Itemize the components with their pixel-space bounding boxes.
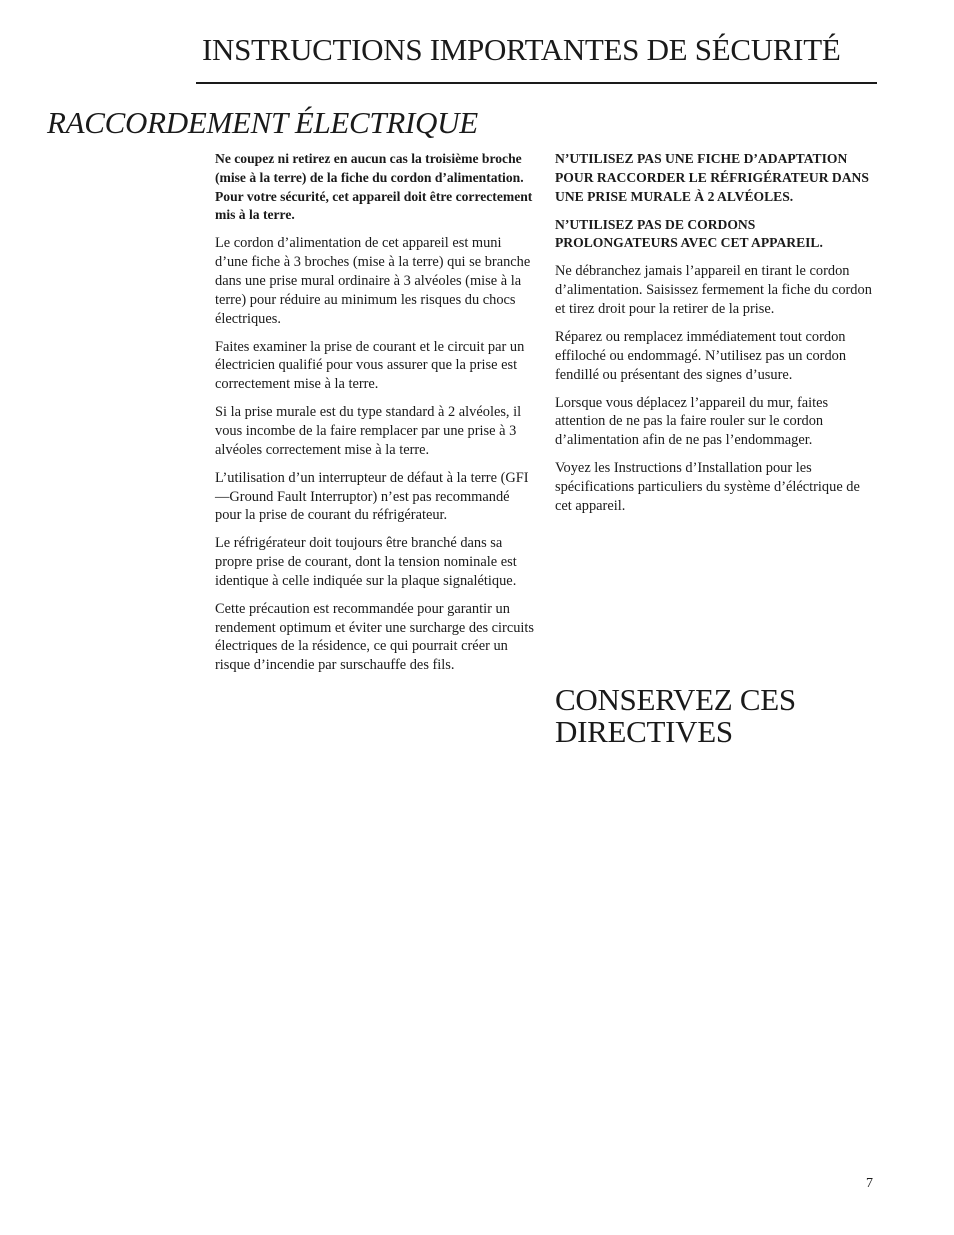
warning-paragraph-adapter: N’UTILISEZ PAS UNE FICHE D’ADAPTATION POUR RACCORDER LE RÉFRIGÉRATEUR DANS UNE PRISE MURALE À 2 ALVÉOLES. — [555, 151, 869, 204]
page-number: 7 — [866, 1176, 873, 1191]
section-title: RACCORDEMENT ÉLECTRIQUE — [47, 105, 478, 140]
header-divider — [196, 82, 877, 84]
warning-paragraph-extension-cords: N’UTILISEZ PAS DE CORDONS PROLONGATEURS AVEC CET APPAREIL. — [555, 216, 823, 251]
right-column — [555, 150, 880, 525]
paragraph-electrician-check: Faites examiner la prise de courant et le circuit par un électricien qualifié pour vous assurer que la prise est correctement mise à la terre. — [215, 338, 525, 393]
save-instructions-heading — [555, 684, 875, 748]
paragraph-installation-instructions: Voyez les Instructions d’Installation pour les spécifications particuliers du système d’éléctrique de cet appareil. — [555, 460, 860, 514]
paragraph-dedicated-outlet: Le réfrigérateur doit toujours être branché dans sa propre prise de courant, dont la tension nominale est identique à celle indiquée sur la plaque signalétique. — [215, 535, 517, 589]
save-instructions-line-1: CONSERVEZ CES — [555, 682, 796, 717]
page-header-title: INSTRUCTIONS IMPORTANTES DE SÉCURITÉ — [202, 32, 841, 67]
paragraph-gfi: L’utilisation d’un interrupteur de défaut à la terre (GFI—Ground Fault Interruptor) n’est pas recommandé pour la prise de courant du réfrigérateur. — [215, 469, 529, 524]
save-instructions-line-2: DIRECTIVES — [555, 714, 733, 749]
paragraph-power-cord: Le cordon d’alimentation de cet appareil est muni d’une fiche à 3 broches (mise à la terre) qui se branche dans une prise mural ordinaire à 3 alvéoles (mise à la terre) pour réduire au minimum les risques du chocs électriques. — [215, 235, 531, 327]
left-column — [215, 150, 537, 684]
paragraph-two-slot-outlet: Si la prise murale est du type standard à 2 alvéoles, il vous incombe de la faire remplacer par une prise à 3 alvéoles correctement mise à la terre. — [215, 404, 522, 458]
warning-paragraph-ground-prong: Ne coupez ni retirez en aucun cas la troisième broche (mise à la terre) de la fiche du cordon d’alimentation. Pour votre sécurité, cet appareil doit être correctement mis à la terre. — [215, 151, 533, 223]
paragraph-unplugging: Ne débranchez jamais l’appareil en tirant le cordon d’alimentation. Saisissez fermement la fiche du cordon et tirez droit pour la retirer de la prise. — [555, 263, 872, 317]
paragraph-precaution: Cette précaution est recommandée pour garantir un rendement optimum et éviter une surcharge des circuits électriques de la résidence, ce qui pourrait créer un risque d’incendie par surschauffe des fils. — [215, 600, 535, 674]
paragraph-damaged-cord: Réparez ou remplacez immédiatement tout cordon effiloché ou endommagé. N’utilisez pas un cordon fendillé ou présentant des signes d’usure. — [555, 328, 847, 383]
paragraph-moving-appliance: Lorsque vous déplacez l’appareil du mur, faites attention de ne pas la faire rouler sur le cordon d’alimentation afin de ne pas l’endommager. — [555, 394, 829, 449]
